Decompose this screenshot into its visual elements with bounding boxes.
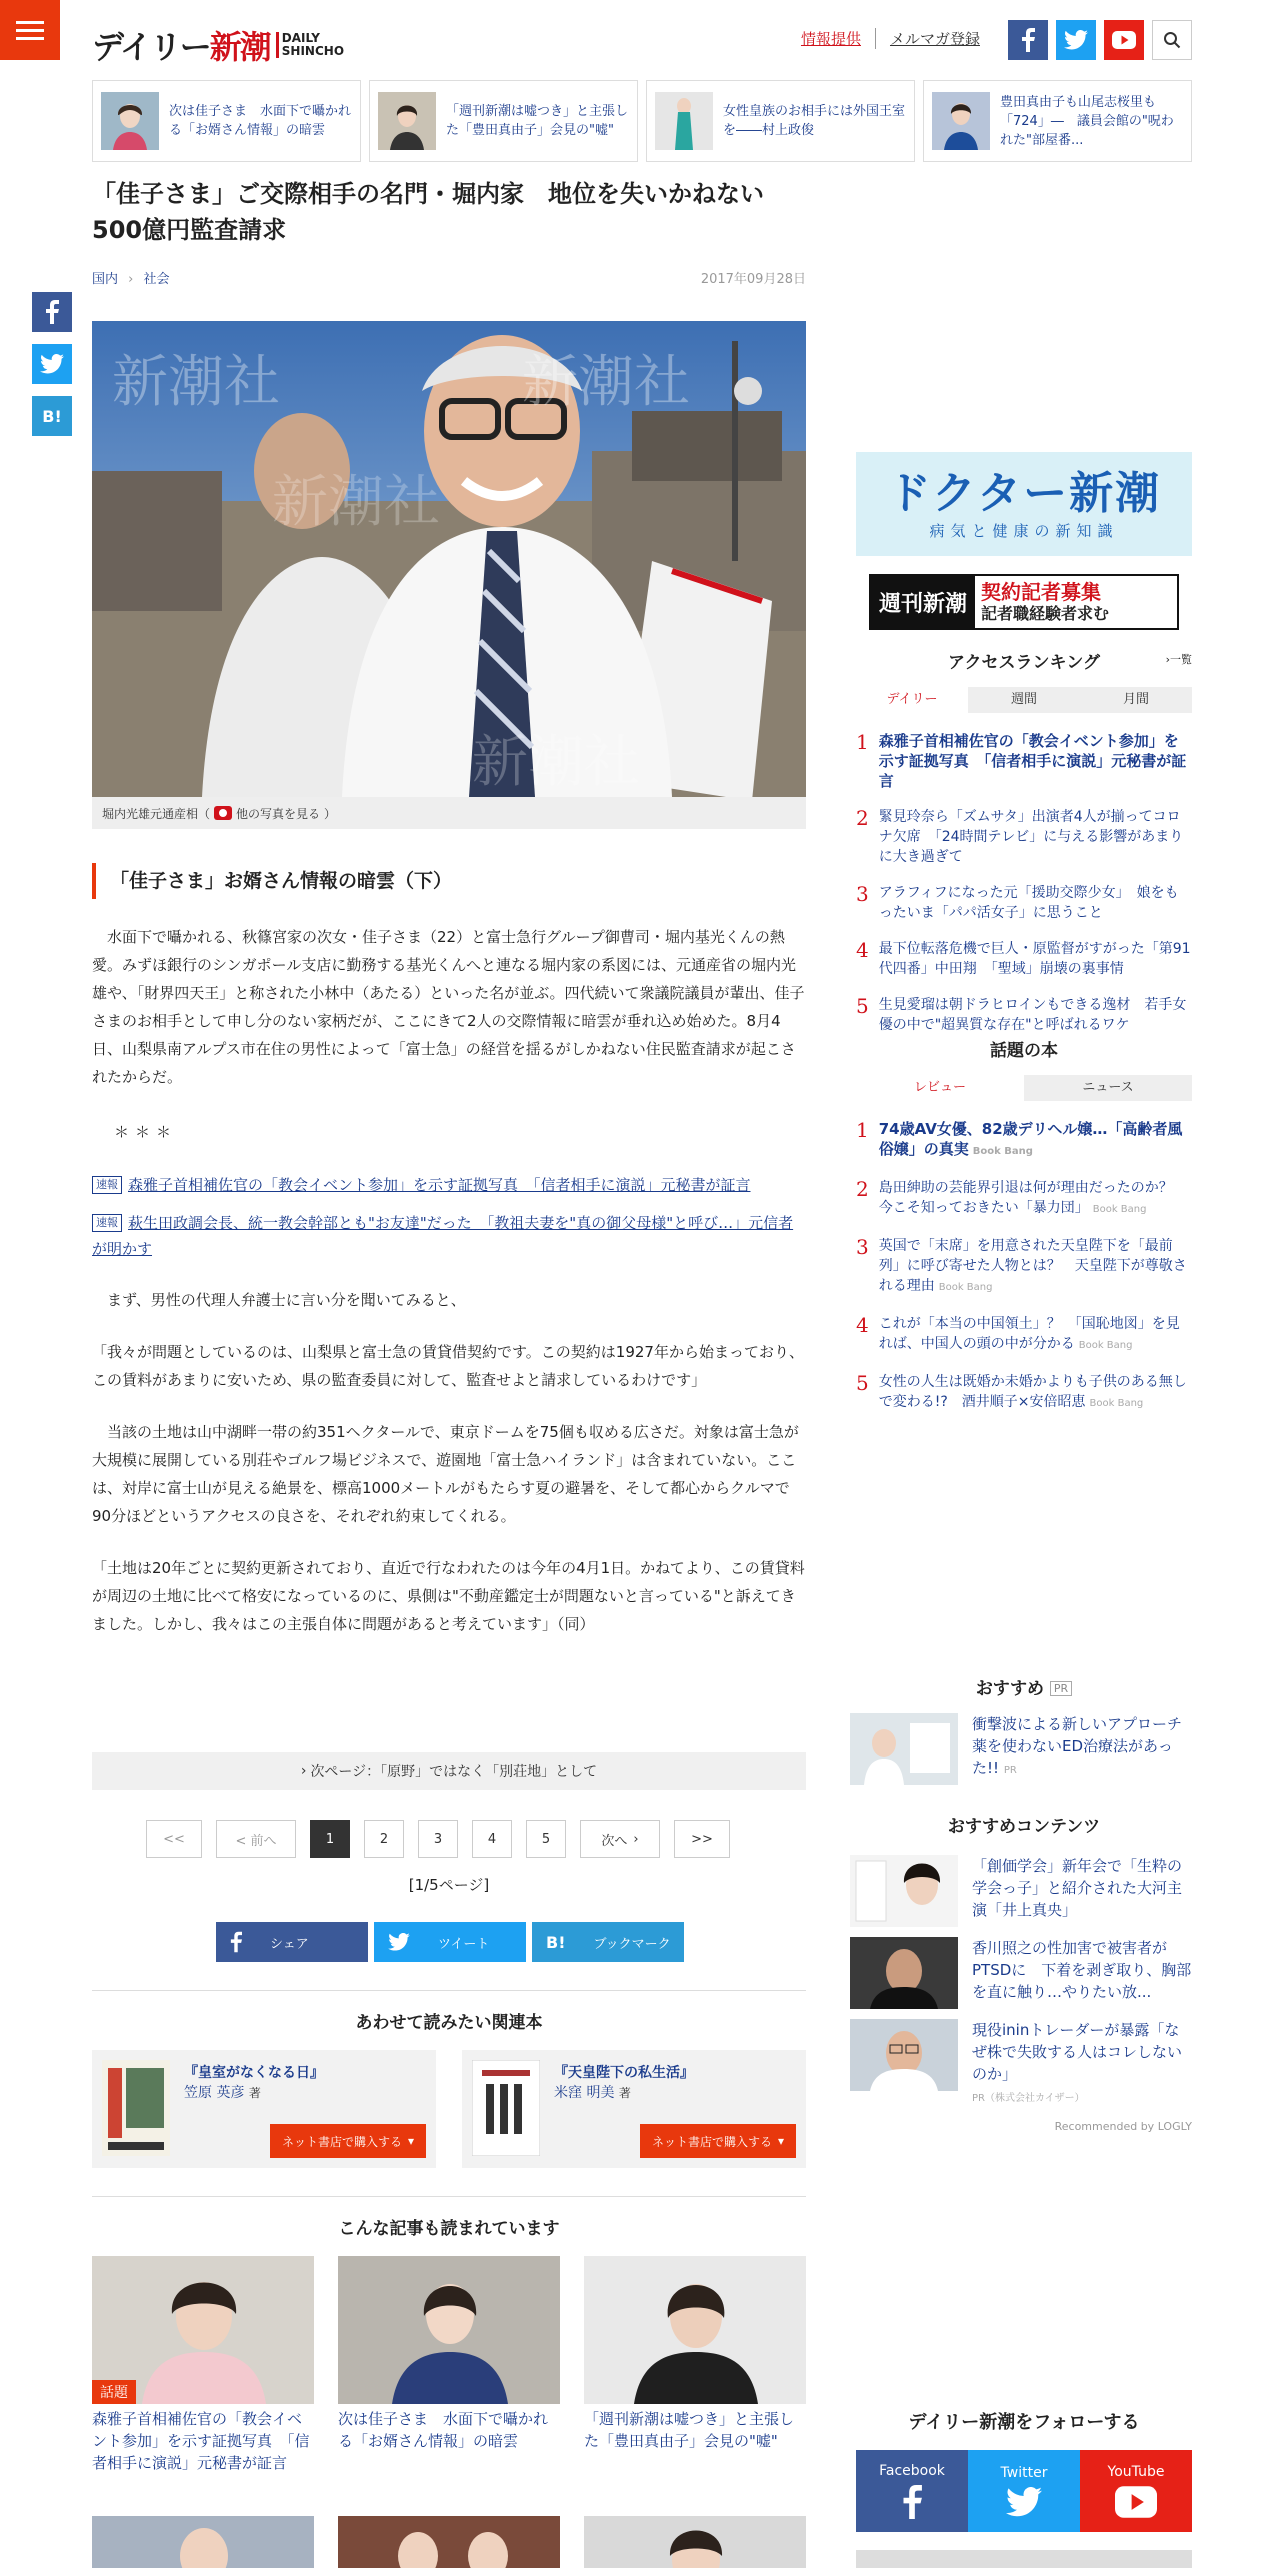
book-rank-item[interactable]: 2 島田紳助の芸能界引退は何が理由だったのか？ 今こそ知っておきたい「暴力団」 Book Bang	[856, 1177, 1187, 1216]
svg-text:新潮社: 新潮社	[112, 350, 280, 415]
top-related-card[interactable]: 「週刊新潮は嘘つき」と主張した「豊田真由子」会見の"嘘"	[369, 80, 638, 162]
twitter-icon	[40, 354, 64, 374]
sidebar-banner[interactable]	[856, 2550, 1192, 2568]
article-thumbnail	[92, 2516, 314, 2568]
book-title[interactable]: 『皇室がなくなる日』	[184, 2065, 324, 2081]
hatena-icon: B!	[546, 1932, 566, 1952]
tab-review[interactable]: レビュー	[856, 1075, 1024, 1101]
contents-heading: おすすめコンテンツ	[947, 1817, 1101, 1837]
book-cover	[102, 2060, 170, 2156]
caret-down-icon: ▾	[407, 2134, 414, 2148]
book-card	[92, 2050, 436, 2168]
book-cover	[472, 2060, 540, 2156]
ranking-item[interactable]: 1 森雅子首相補佐官の「教会イベント参加」を示す証拠写真 「信者相手に演説」元秘書が証言	[856, 730, 1187, 790]
youtube-icon	[1115, 2486, 1157, 2518]
recommended-pr	[856, 1674, 1198, 1785]
article-thumbnail	[850, 1713, 958, 1785]
svg-text:新潮社: 新潮社	[472, 730, 640, 795]
ranking-item[interactable]: 5 生見愛瑠は朝ドラヒロインもできる逸材 若手女優の中で"超異質な存在"と呼ばれるワケ	[856, 994, 1187, 1033]
share-buttons	[216, 1922, 684, 1962]
article-thumbnail	[378, 92, 436, 150]
article-thumbnail	[584, 2516, 806, 2568]
facebook-icon	[902, 2485, 922, 2519]
article-thumbnail	[338, 2516, 560, 2568]
breaking-news-link[interactable]: 速報 萩生田政調会長、統一教会幹部とも"お友達"だった 「教祖夫妻を"真の御父母様"と呼び…」元信者が明かす	[92, 1214, 794, 1258]
book-rank-item[interactable]: 5 女性の人生は既婚か未婚かよりも子供のある無しで変わる!? 酒井順子×安倍昭恵 Book Bang	[856, 1371, 1187, 1410]
ranking-item[interactable]: 2 緊見玲奈ら「ズムサタ」出演者4人が揃ってコロナ欠席 「24時間テレビ」に与える影響があまりに大き過ぎて	[856, 806, 1184, 865]
also-read-item[interactable]: 「週刊新潮は嘘つき」と主張した「豊田真由子」会見の"嘘"	[584, 2256, 806, 2474]
breadcrumb-domestic[interactable]: 国内	[92, 272, 119, 287]
tab-news[interactable]: ニュース	[1024, 1075, 1192, 1101]
separator: ＊＊＊	[114, 1123, 178, 1141]
content-item[interactable]: 現役ininトレーダーが暴露「なぜ株で失敗する人はコレしないのか」 PR（株式会社カイザー）	[850, 2019, 1192, 2110]
article-thumbnail	[92, 2256, 314, 2404]
photo-image	[92, 321, 806, 797]
top-related-card[interactable]: 次は佳子さま 水面下で囁かれる「お婿さん情報」の暗雲	[92, 80, 361, 162]
page-3[interactable]: 3	[418, 1820, 458, 1858]
search-icon	[1163, 31, 1181, 49]
book-author: 笠原 英彦 著	[184, 2085, 261, 2101]
search-button[interactable]	[1152, 20, 1192, 60]
content-item[interactable]: 香川照之の性加害で被害者がPTSDに 下着を剥ぎ取り、胸部を直に触り…やりたい放...	[850, 1937, 1192, 2009]
paragraph: 「我々が問題としているのは、山梨県と富士急の賃貸借契約です。この契約は1927年から始まっており、この賃料があまりに安いため、県の監査委員に対して、監査せよと請求しているわけです」	[92, 1343, 804, 1389]
page-prev[interactable]: < 前へ	[216, 1820, 296, 1858]
book-rank-item[interactable]: 3 英国で「末席」を用意された天皇陛下を「最前列」に呼び寄せた人物とは？ 天皇陛下が尊敬される理由 Book Bang	[856, 1235, 1187, 1294]
article	[92, 176, 806, 1638]
related-books	[92, 2050, 806, 2168]
recommended-item[interactable]: 衝撃波による新しいアプローチ 薬を使わないED治療法があった!! PR	[850, 1713, 1192, 1785]
page-next[interactable]: 次へ ›	[580, 1820, 660, 1858]
page-1[interactable]: 1	[310, 1820, 350, 1858]
book-author: 米窪 明美 著	[554, 2085, 631, 2101]
paragraph: 「土地は20年ごとに契約更新されており、直近で行なわれたのは今年の4月1日。かねてより、この賃貸料が周辺の土地に比べて格安になっているのに、県側は"不動産鑑定士が問題ないと言っている"と訴えてきました。しかし、我々はこの主張自体に問題があると考えています」（同）	[92, 1559, 805, 1633]
facebook-icon	[45, 300, 59, 324]
facebook-icon	[230, 1931, 242, 1953]
breadcrumb-society[interactable]: 社会	[143, 272, 170, 287]
follow-section	[856, 2408, 1192, 2568]
page-5[interactable]: 5	[526, 1820, 566, 1858]
svg-text:新潮社: 新潮社	[522, 350, 690, 415]
logly-credit: Recommended by LOGLY	[1054, 2120, 1192, 2133]
hatena-icon: B!	[42, 406, 62, 426]
topic-books	[856, 1036, 1192, 1430]
share-facebook-button[interactable]: シェア	[216, 1922, 368, 1962]
recommended-heading: おすすめ	[975, 1679, 1044, 1699]
breaking-news-link[interactable]: 速報 森雅子首相補佐官の「教会イベント参加」を示す証拠写真 「信者相手に演説」元秘書が証言	[92, 1172, 806, 1198]
twitter-icon	[1006, 2487, 1042, 2517]
book-card	[462, 2050, 806, 2168]
article-thumbnail	[850, 2019, 958, 2091]
buy-book-button[interactable]: ネット書店で購入する ▾	[640, 2124, 796, 2158]
facebook-icon	[1021, 28, 1035, 52]
youtube-button[interactable]	[1104, 20, 1144, 60]
also-read-item[interactable]: 次は佳子さま 水面下で囁かれる「お婿さん情報」の暗雲	[338, 2256, 560, 2474]
recommended-contents	[856, 1812, 1192, 2133]
chevron-right-icon: ›	[300, 1763, 307, 1779]
related-books-heading: あわせて読みたい関連本	[355, 2013, 543, 2033]
follow-twitter[interactable]: Twitter	[968, 2450, 1080, 2532]
also-read-item[interactable]	[584, 2516, 806, 2568]
tab-monthly[interactable]: 月間	[1080, 687, 1192, 713]
next-page-link[interactable]: › 次ページ：「原野」ではなく「別荘地」として	[92, 1752, 806, 1790]
also-read-heading: こんな記事も読まれています	[338, 2219, 560, 2239]
facebook-button[interactable]	[1008, 20, 1048, 60]
youtube-icon	[1112, 31, 1136, 49]
share-hatena-side[interactable]	[32, 396, 72, 436]
top-related-card[interactable]: 女性皇族のお相手には外国王室を――村上政俊	[646, 80, 915, 162]
follow-heading: デイリー新潮をフォローする	[908, 2412, 1140, 2433]
article-photo[interactable]	[92, 321, 806, 797]
article-thumbnail	[338, 2256, 560, 2404]
ranking-item[interactable]: 3 アラフィフになった元「援助交際少女」 娘をもったいま「パパ活女子」に思うこと	[856, 882, 1179, 921]
breaking-tag: 速報	[92, 1176, 122, 1194]
ranking-item[interactable]: 4 最下位転落危機で巨人・原監督がすがった「第91代四番」中田翔 「聖域」崩壊の裏事情	[856, 938, 1191, 977]
buy-book-button[interactable]: ネット書店で購入する ▾	[270, 2124, 426, 2158]
pagination	[146, 1820, 730, 1858]
article-thumbnail	[655, 92, 713, 150]
tab-daily[interactable]: デイリー	[856, 687, 968, 713]
article-thumbnail	[101, 92, 159, 150]
more-photos-link[interactable]: 他の写真を見る	[236, 806, 321, 821]
chevron-right-icon: ›	[1165, 653, 1170, 666]
page-4[interactable]: 4	[472, 1820, 512, 1858]
twitter-icon	[1064, 30, 1088, 50]
also-read-grid-2	[92, 2516, 806, 2568]
info-link[interactable]: 情報提供	[800, 30, 861, 48]
share-twitter-button[interactable]: ツイート	[374, 1922, 526, 1962]
share-hatena-button[interactable]: B! ブックマーク	[532, 1922, 684, 1962]
topic-books-heading: 話題の本	[990, 1041, 1058, 1061]
photo-caption: 堀内光雄元通産相（ 他の写真を見る ）	[92, 797, 806, 829]
book-rank-item[interactable]: 1 74歳AV女優、82歳デリヘル嬢…「高齢者風俗嬢」の真実 Book Bang	[856, 1118, 1183, 1158]
article-thumbnail	[584, 2256, 806, 2404]
breaking-tag: 速報	[92, 1214, 122, 1232]
twitter-icon	[388, 1933, 410, 1951]
access-ranking	[856, 648, 1192, 1051]
chevron-right-icon: ›	[128, 272, 134, 287]
top-related-strip	[92, 80, 1192, 162]
ranking-heading: アクセスランキング	[948, 653, 1100, 673]
ranking-more-link[interactable]: ›一覧	[1165, 653, 1192, 666]
book-rank-item[interactable]: 4 これが「本当の中国領土」？ 「国恥地図」を見れば、中国人の頭の中が分かる Book Bang	[856, 1313, 1180, 1352]
topic-badge: 話題	[92, 2380, 136, 2404]
also-read-item[interactable]	[92, 2516, 314, 2568]
article-thumbnail	[850, 1937, 958, 2009]
also-read-grid	[92, 2256, 806, 2474]
article-title: 「佳子さま」ご交際相手の名門・堀内家 地位を失いかねない500億円監査請求	[92, 180, 764, 244]
article-thumbnail	[850, 1855, 958, 1927]
article-thumbnail	[932, 92, 990, 150]
page-2[interactable]: 2	[364, 1820, 404, 1858]
twitter-button[interactable]	[1056, 20, 1096, 60]
follow-facebook[interactable]: Facebook	[856, 2450, 968, 2532]
breaking-news	[92, 1172, 806, 1262]
logo-en: DAILY SHINCHO	[276, 32, 344, 58]
paragraph: まず、男性の代理人弁護士に言い分を聞いてみると、	[107, 1291, 466, 1309]
recruit-ad[interactable]: 週刊新潮 契約記者募集 記者職経験者求む	[856, 574, 1192, 630]
article-subheading: 「佳子さま」お婿さん情報の暗雲（下）	[92, 863, 806, 899]
tab-weekly[interactable]: 週間	[968, 687, 1080, 713]
content-item[interactable]: 「創価学会」新年会で「生粋の学会っ子」と紹介された大河主演「井上真央」	[850, 1855, 1192, 1927]
article-date: 2017年09月28日	[700, 272, 806, 287]
page-status: [1/5ページ]	[408, 1876, 490, 1894]
also-read-item[interactable]	[338, 2516, 560, 2568]
breadcrumb	[92, 268, 806, 287]
page-first[interactable]: <<	[146, 1820, 202, 1858]
logo-text: デイリー新潮	[92, 28, 270, 66]
newsletter-link[interactable]: メルマガ登録	[875, 28, 980, 49]
pr-badge: PR	[1050, 1681, 1072, 1696]
site-logo[interactable]	[92, 22, 344, 68]
menu-button[interactable]	[0, 0, 60, 60]
share-twitter-side[interactable]	[32, 344, 72, 384]
article-body	[92, 923, 806, 1638]
paragraph: 当該の土地は山中湖畔一帯の約351ヘクタールで、東京ドームを75個も収める広さだ。対象は富士急が大規模に展開している別荘やゴルフ場ビジネスで、遊園地「富士急ハイランド」は含まれていない。ここは、対岸に富士山が見える絶景を、標高1000メートルがもたらす夏の避暑を、そして都心からクルマで90分ほどというアクセスの良さを、それぞれ約束してくれる。	[92, 1423, 799, 1525]
share-facebook-side[interactable]	[32, 292, 72, 332]
caret-down-icon: ▾	[777, 2134, 784, 2148]
paragraph: 水面下で囁かれる、秋篠宮家の次女・佳子さま（22）と富士急行グループ御曹司・堀内基光くんの熱愛。みずほ銀行のシンガポール支店に勤務する基光くんへと連なる堀内家の系図には、元通産省の堀内光雄や、「財界四天王」と称された小林中（あたる）といった名が並ぶ。四代続いて衆議院議員が輩出、佳子さまのお相手として申し分のない家柄だが、ここにきて2人の交際情報に暗雲が垂れ込め始めた。8月4日、山梨県南アルプス市在住の男性によって「富士急」の経営を揺るがしかねない住民監査請求が起こされたからだ。	[92, 928, 805, 1086]
svg-text:新潮社: 新潮社	[272, 470, 440, 535]
chevron-right-icon: ›	[633, 1831, 639, 1847]
also-read-item[interactable]: 話題 森雅子首相補佐官の「教会イベント参加」を示す証拠写真 「信者相手に演説」元秘書が証言	[92, 2256, 314, 2474]
page-last[interactable]: >>	[674, 1820, 730, 1858]
doctor-shincho-ad[interactable]: ドクター新潮 病気と健康の新知識	[856, 452, 1192, 556]
book-title[interactable]: 『天皇陛下の私生活』	[554, 2065, 694, 2081]
follow-youtube[interactable]: YouTube	[1080, 2450, 1192, 2532]
camera-icon	[214, 806, 232, 820]
top-related-card[interactable]: 豊田真由子も山尾志桜里も「724」― 議員会館の"呪われた"部屋番...	[923, 80, 1192, 162]
